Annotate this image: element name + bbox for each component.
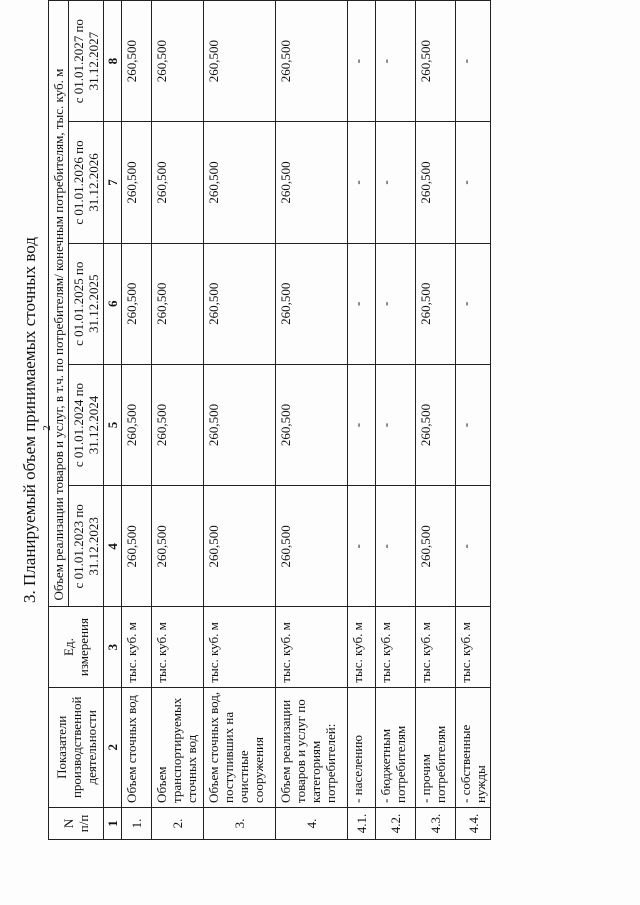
row-value: 260,500 [204,486,276,607]
table-row [276,1,348,840]
row-value: - [348,364,376,485]
row-value: 260,500 [122,1,152,122]
header-period: с 01.01.2023 по 31.12.2023 [69,486,104,607]
row-value: 260,500 [416,243,456,364]
row-value: 260,500 [122,364,152,485]
column-number: 1 [104,807,122,839]
row-value: 260,500 [152,243,204,364]
table-row [416,1,456,840]
row-unit: тыс. куб. м [276,607,348,687]
row-value: - [376,122,416,243]
row-unit: тыс. куб. м [416,607,456,687]
row-unit: тыс. куб. м [204,607,276,687]
header-period: с 01.01.2024 по 31.12.2024 [69,364,104,485]
header-n: N п/п [49,807,104,839]
column-number: 5 [104,364,122,485]
row-value: - [376,364,416,485]
table-row [122,1,152,840]
header-group: Объем реализации товаров и услуг, в т.ч. по потребителям/ конечным потребителям, тыс. куб. м [49,1,69,607]
row-number: 4.4. [456,807,491,839]
column-number: 7 [104,122,122,243]
row-number: 4.3. [416,807,456,839]
table-row [376,1,416,840]
header-period: с 01.01.2027 по 31.12.2027 [69,1,104,122]
column-number: 2 [104,687,122,807]
wastewater-volume-table [48,0,491,840]
table-row [348,1,376,840]
section-title: 3. Планируемый объем принимаемых сточных вод [20,237,39,603]
page-number: 2 [40,425,53,431]
column-number: 4 [104,486,122,607]
row-value: 260,500 [152,1,204,122]
row-indicator: Объем реализации товаров и услуг по категориям потребителей: [276,687,348,807]
row-value: - [348,1,376,122]
header-unit: Ед. измерения [49,607,104,687]
row-value: 260,500 [276,1,348,122]
row-number: 4. [276,807,348,839]
row-indicator: Объем сточных вод, поступивших на очистные сооружения [204,687,276,807]
row-value: - [348,243,376,364]
column-number: 8 [104,1,122,122]
column-number: 6 [104,243,122,364]
row-value: 260,500 [122,243,152,364]
row-unit: тыс. куб. м [122,607,152,687]
header-indicator: Показатели производственной деятельности [49,687,104,807]
header-period: с 01.01.2026 по 31.12.2026 [69,122,104,243]
row-value: - [376,243,416,364]
row-value: 260,500 [276,364,348,485]
header-row [49,1,69,840]
row-value: - [456,486,491,607]
row-indicator: - прочим потребителям [416,687,456,807]
row-value: - [456,364,491,485]
row-value: - [456,1,491,122]
row-unit: тыс. куб. м [152,607,204,687]
row-indicator: - населению [348,687,376,807]
row-unit: тыс. куб. м [376,607,416,687]
header-period: с 01.01.2025 по 31.12.2025 [69,243,104,364]
row-value: 260,500 [122,122,152,243]
row-value: - [376,1,416,122]
row-indicator: - собственные нужды [456,687,491,807]
row-value: - [456,122,491,243]
rotated-content [20,0,556,840]
row-value: 260,500 [416,364,456,485]
row-value: 260,500 [152,122,204,243]
row-value: 260,500 [152,486,204,607]
row-value: 260,500 [416,122,456,243]
row-value: 260,500 [122,486,152,607]
row-value: 260,500 [204,243,276,364]
row-number: 3. [204,807,276,839]
row-indicator: - бюджетным потребителям [376,687,416,807]
table-row [152,1,204,840]
column-number-row [104,1,122,840]
row-value: - [348,122,376,243]
column-number: 3 [104,607,122,687]
row-value: 260,500 [204,1,276,122]
row-value: 260,500 [276,243,348,364]
row-value: 260,500 [416,486,456,607]
row-value: - [348,486,376,607]
row-indicator: Объем транспортируемых сточных вод [152,687,204,807]
row-value: 260,500 [204,364,276,485]
row-value: 260,500 [276,486,348,607]
row-value: - [376,486,416,607]
row-value: 260,500 [416,1,456,122]
row-number: 1. [122,807,152,839]
row-value: - [456,243,491,364]
row-value: 260,500 [276,122,348,243]
table-row [204,1,276,840]
row-number: 4.1. [348,807,376,839]
table-row [456,1,491,840]
row-number: 2. [152,807,204,839]
row-value: 260,500 [204,122,276,243]
row-value: 260,500 [152,364,204,485]
row-unit: тыс. куб. м [348,607,376,687]
row-indicator: Объем сточных вод [122,687,152,807]
row-unit: тыс. куб. м [456,607,491,687]
row-number: 4.2. [376,807,416,839]
